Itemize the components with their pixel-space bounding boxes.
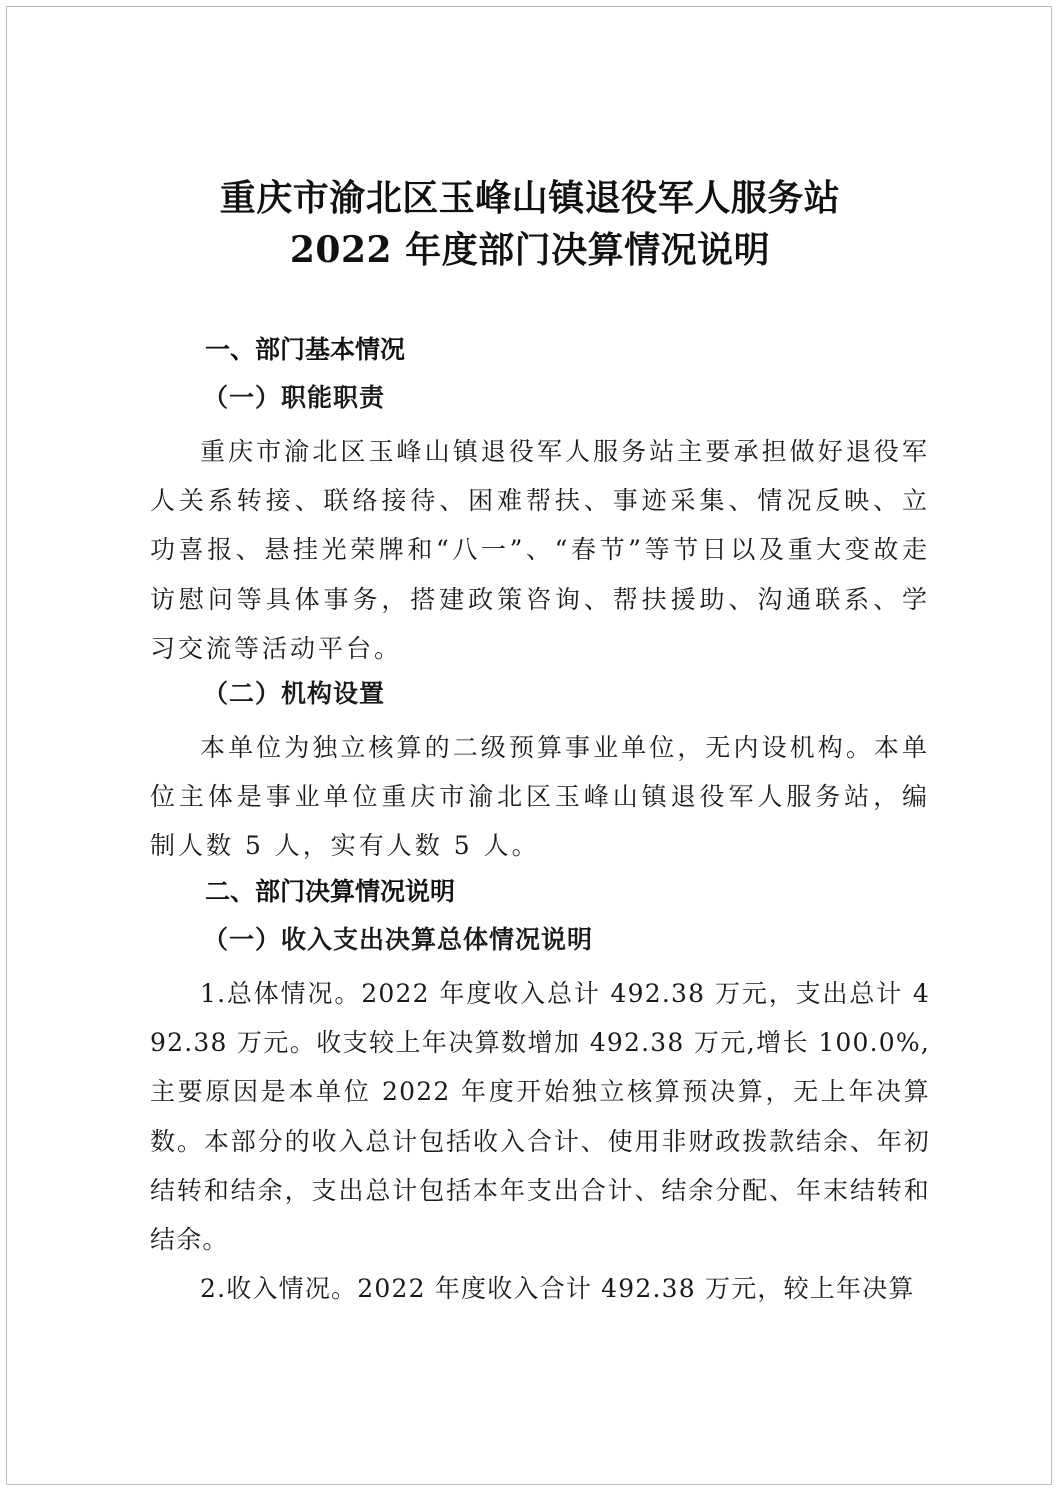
document-title-line2: 2022 年度部门决算情况说明 [289,229,771,271]
section-heading-final-accounts: 二、部门决算情况说明 [205,877,456,906]
section-heading-basic-info: 一、部门基本情况 [205,335,406,364]
subsection-heading-organization: （二）机构设置 [203,679,386,708]
subsection-heading-duties: （一）职能职责 [203,383,386,412]
paragraph-duties: 重庆市渝北区玉峰山镇退役军人服务站主要承担做好退役军人关系转接、联络接待、困难帮扶、事迹采集、情况反映、立功喜报、悬挂光荣牌和“八一”、“春节”等节日以及重大变故走访慰问等具体事务，搭建政策咨询、帮扶援助、沟通联系、学习交流等活动平台。 [150,437,930,663]
document-title-line1: 重庆市渝北区玉峰山镇退役军人服务站 [219,177,841,219]
paragraph-overall: 1.总体情况。2022 年度收入总计 492.38 万元，支出总计 492.38 万元。收支较上年决算数增加 492.38 万元,增长 100.0%,主要原因是本单位 2022 年度开始独立核算预决算，无上年决算数。本部分的收入总计包括收入合计、使用非财政拨款结余、年初结转和结余，支出总计包括本年支出合计、结余分配、年末结转和结余。 [150,979,930,1255]
paragraph-income: 2.收入情况。2022 年度收入合计 492.38 万元，较上年决算 [200,1274,915,1303]
subsection-heading-income-expense: （一）收入支出决算总体情况说明 [203,925,594,954]
paragraph-organization: 本单位为独立核算的二级预算事业单位，无内设机构。本单位主体是事业单位重庆市渝北区玉峰山镇退役军人服务站，编制人数 5 人，实有人数 5 人。 [150,733,930,861]
document-page [6,6,1052,1485]
